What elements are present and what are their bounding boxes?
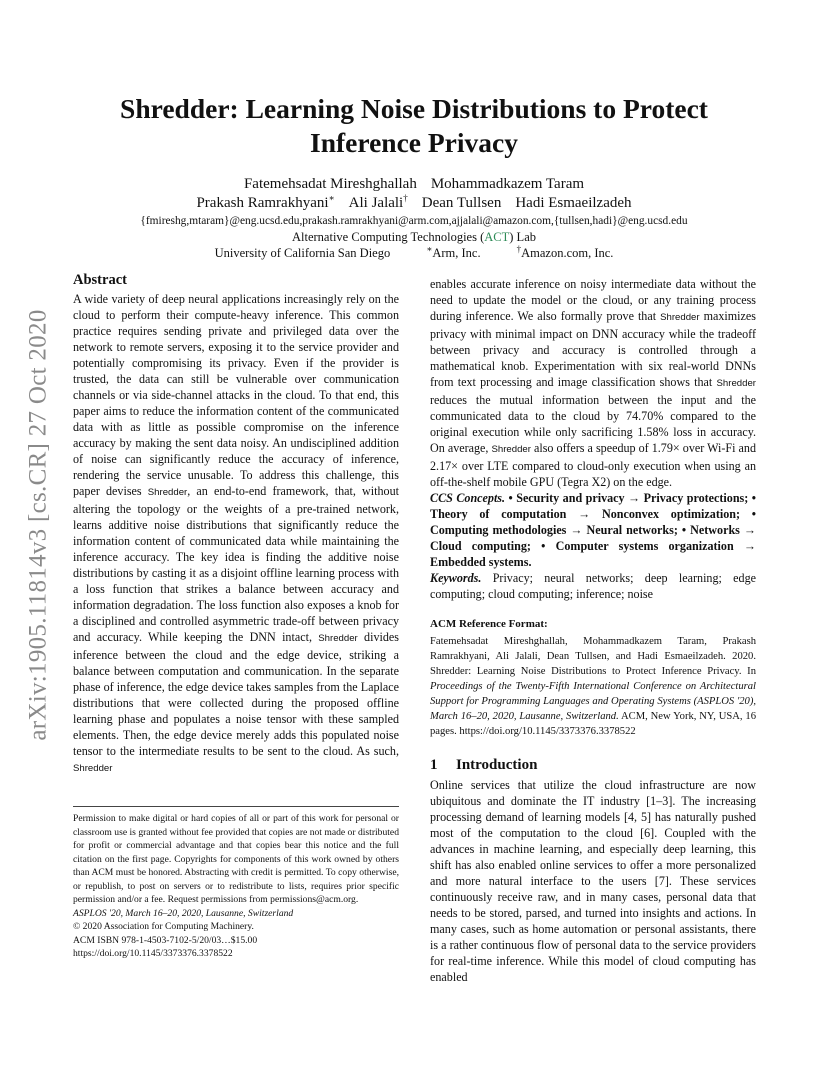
paper-title [60, 92, 768, 160]
arxiv-identifier-text: arXiv:1905.11814v3 [cs.CR] 27 Oct 2020 [25, 309, 53, 741]
permission-footnote [73, 806, 399, 961]
title-line-1: Shredder: Learning Noise Distributions to Protect [120, 93, 708, 124]
act-link[interactable]: ACT [484, 230, 510, 244]
copyright-text: © 2020 Association for Computing Machinery. [73, 921, 254, 932]
institutions: University of California San Diego ∗Arm, Inc. †Amazon.com, Inc. [214, 243, 614, 260]
affiliation-mark: ∗ [328, 193, 335, 203]
institution: Amazon.com, Inc. [521, 246, 614, 260]
doi-link[interactable]: https://doi.org/10.1145/3373376.3378522 [73, 948, 233, 959]
author-line-1 [40, 175, 788, 194]
affiliation-mark: † [403, 193, 408, 203]
institution: Arm, Inc. [432, 246, 481, 260]
left-column [73, 272, 399, 777]
author-name: Fatemehsadat Mireshghallah [243, 176, 417, 192]
author-name: Ali Jalali [348, 195, 404, 211]
author-name: Mohammadkazem Taram [430, 176, 585, 192]
lab-affiliation: Alternative Computing Technologies (ACT) Lab [292, 230, 536, 244]
abstract-body: A wide variety of deep neural applications increasingly rely on the cloud to perform their compute-heavy inference. This common practice requires sending private and privileged data over the network to remote servers, exposing it to the service provider and potentially compromising its privacy. Even if the provider is trusted, the data can still be vulnerable over communication channels or via side-channel attacks in the cloud. To that end, this paper aims to reduce the information content of the communicated data with as little as possible compromise on the inference accuracy by making the sent data noisy. An undisciplined addition of noise can significantly reduce the accuracy of inference, rendering the service unusable. To address this challenge, this paper devises Shredder, an end-to-end framework, that, without altering the topology or the weights of a pre-trained network, learns additive noise distributions that significantly reduce the information content of communicated data while maintaining the inference accuracy. The key idea is finding the additive noise distributions by casting it as a disjoint offline learning process with a loss function that strikes a balance between accuracy and information degradation. The loss function also exposes a knob for a disciplined and controlled asymmetric trade-off between privacy and accuracy. While keeping the DNN intact, Shredder divides inference between the cloud and the edge device, striking a balance between computation and communication. In the separate phase of inference, the edge device takes samples from the Laplace distributions that were collected during the proposed offline learning phase and populates a noise tensor with these sampled elements. Then, the edge device merely adds this populated noise tensor to the intermediate results to be sent to the cloud. As such, Shredder [73, 292, 399, 774]
author-block [40, 175, 788, 261]
keywords: Keywords. Privacy; neural networks; deep learning; edge computing; cloud computing; inference; noise [430, 571, 756, 601]
venue-text: ASPLOS '20, March 16–20, 2020, Lausanne, Switzerland [73, 907, 294, 919]
title-line-2: Inference Privacy [310, 127, 518, 158]
introduction-heading: 1 Introduction [430, 757, 538, 773]
institution: University of California San Diego [214, 246, 391, 260]
author-name: Dean Tullsen [421, 195, 502, 211]
right-column [430, 276, 756, 985]
permission-text: Permission to make digital or hard copies of all or part of this work for personal or classroom use is granted without fee provided that copies are not made or distributed for profit or commercial advantage and that copies bear this notice and the full citation on the first page. Copyrights for components of this work owned by others than ACM must be honored. Abstracting with credit is permitted. To copy otherwise, or republish, to post on servers or to redistribute to lists, requires prior specific permission and/or a fee. Request permissions from permissions@acm.org. [73, 813, 399, 905]
author-line-2 [40, 194, 788, 213]
introduction-body: Online services that utilize the cloud infrastructure are now ubiquitous and dominate the IT industry [1–3]. The increasing processing demand of learning models [4, 5] has naturally pushed most of the computation to the cloud [6]. Coupled with the advances in machine learning, and especially deep learning, this shift has also enabled online services to offer a more personalized and more natural interface to the users [7]. These services continuously receive raw, and in many cases, personal data that needs to be stored, parsed, and turned into insights and actions. In many cases, such as home automation or personal assistants, there is a rather continuous flow of personal data to the service providers for real-time inference. While this model of cloud computing has enabled [430, 778, 756, 984]
isbn-text: ACM ISBN 978-1-4503-7102-5/20/03…$15.00 [73, 934, 258, 946]
abstract-continued: enables accurate inference on noisy intermediate data without the need to update the model or the cloud, or any training process during inference. We also formally prove that Shredder maximizes privacy with minimal impact on DNN accuracy while the tradeoff between privacy and accuracy is controlled through a mathematical knob. Experimentation with six real-world DNNs from text processing and image classification shows that Shredder reduces the mutual information between the input and the communicated data to the cloud by 74.70% compared to the original execution while only sacrificing 1.58% loss in accuracy. On average, Shredder also offers a speedup of 1.79× over Wi-Fi and 2.17× over LTE compared to cloud-only execution when using an off-the-shelf mobile GPU (Tegra X2) on the edge. [430, 277, 756, 489]
acm-reference: Fatemehsadat Mireshghallah, Mohammadkazem Taram, Prakash Ramrakhyani, Ali Jalali, Dean Tullsen, and Hadi Esmaeilzadeh. 2020. Shredder: Learning Noise Distributions to Protect Inference Privacy. In Proceedings of the Twenty-Fifth International Conference on Architectural Support for Programming Languages and Operating Systems (ASPLOS '20), March 16–20, 2020, Lausanne, Switzerland. ACM, New York, NY, USA, 16 pages. https://doi.org/10.1145/3373376.3378522 [430, 636, 756, 737]
author-name: Prakash Ramrakhyani [196, 195, 329, 211]
arxiv-identifier [22, 295, 56, 755]
ccs-concepts: CCS Concepts. • Security and privacy → Privacy protections; • Theory of computation → Nonconvex optimization; • Computing methodologies → Neural networks; • Networks → Cloud computing; • Computer systems organization → Embedded systems. [430, 491, 756, 569]
acm-reference-heading: ACM Reference Format: [430, 618, 548, 630]
abstract-heading: Abstract [73, 272, 127, 288]
author-emails: {fmireshg,mtaram}@eng.ucsd.edu,prakash.ramrakhyani@arm.com,ajjalali@amazon.com,{tullsen,hadi}@eng.ucsd.edu [140, 215, 688, 227]
author-name: Hadi Esmaeilzadeh [515, 195, 632, 211]
